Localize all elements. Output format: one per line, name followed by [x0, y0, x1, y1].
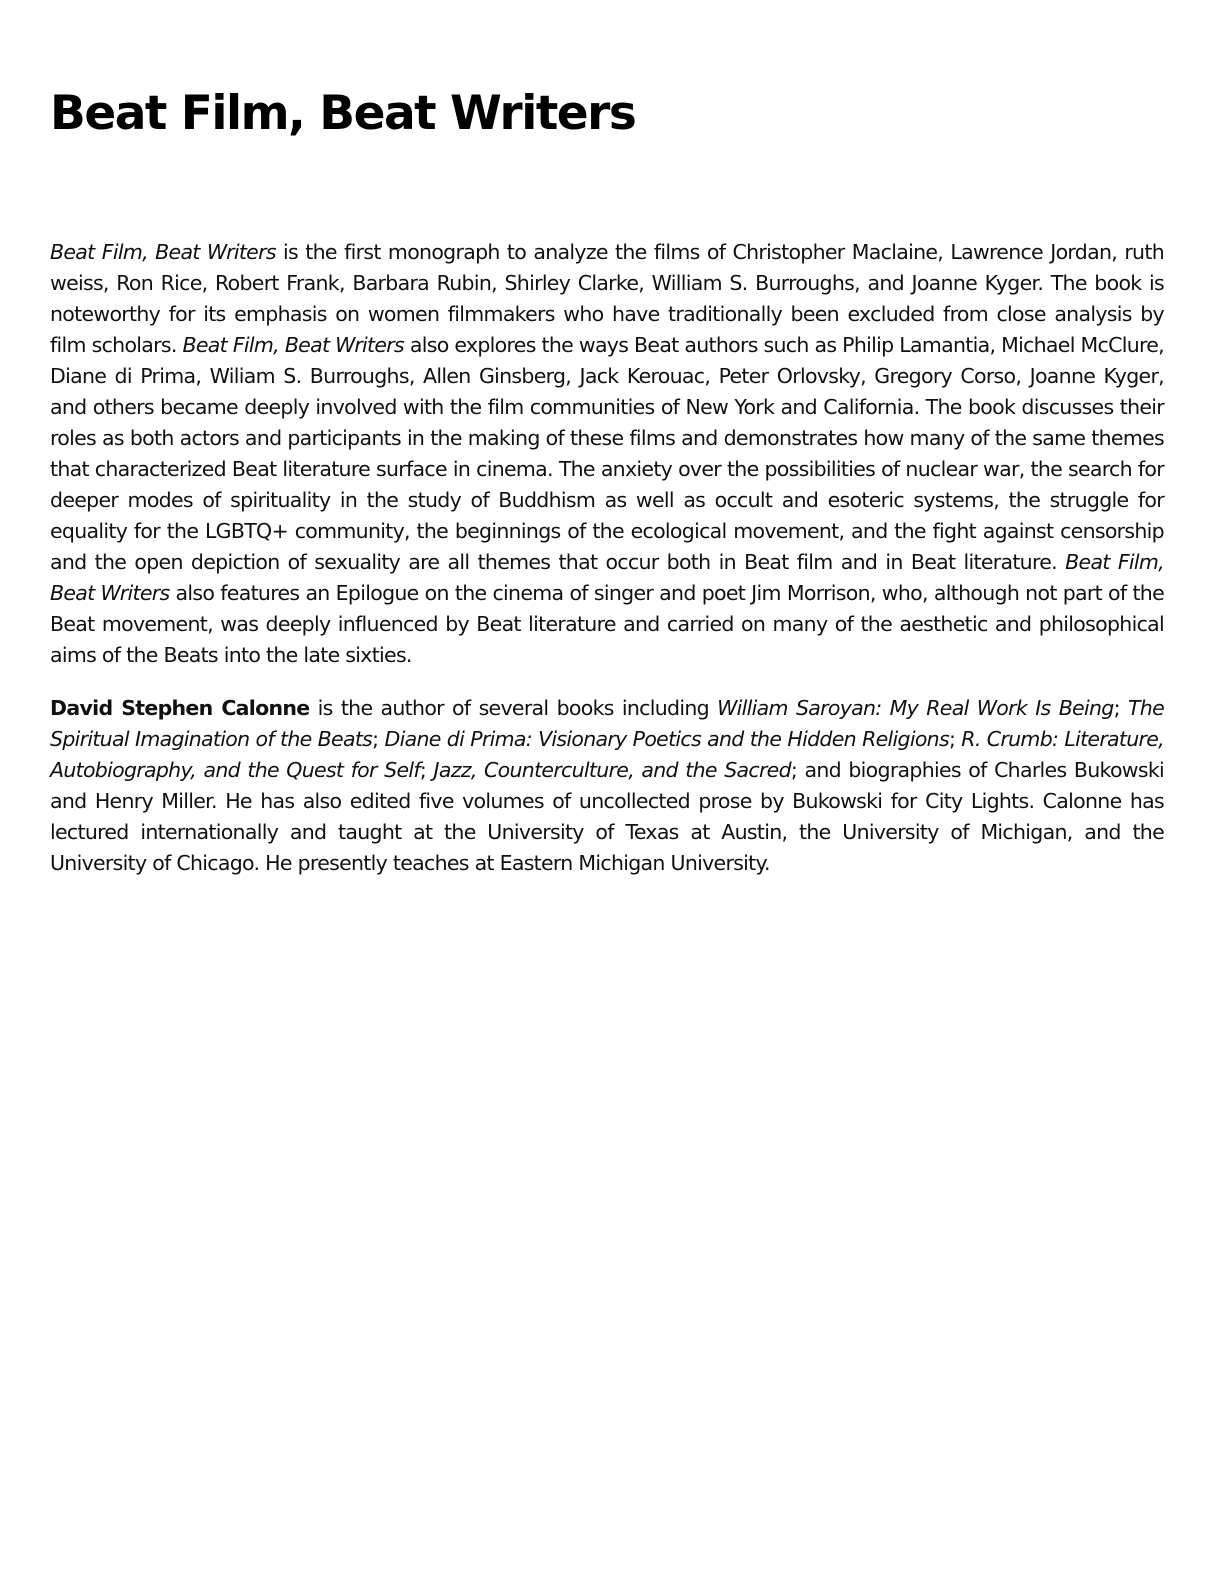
- description-text: is the first monograph to analyze the films of Christopher Maclaine, Lawrence Jordan, ruth weiss, Ron Rice, Robert Frank, Barbara Rubin, Shirley Clarke, William S. Burroughs, and Joanne Kyger. The book is noteworthy for its emphasis on women filmmakers who have traditionally been excluded from close analysis by film scholars.: [50, 240, 1164, 357]
- book-title-italic: Jazz, Counterculture, and the Sacred: [433, 758, 791, 782]
- book-title-italic: Beat Film, Beat Writers: [182, 333, 405, 357]
- document-body: [50, 237, 1164, 901]
- bio-text: ;: [372, 727, 385, 751]
- book-title-italic: William Saroyan: My Real Work Is Being: [717, 696, 1114, 720]
- book-title-italic: Beat Film, Beat Writers: [50, 240, 276, 264]
- bio-text: ;: [1113, 696, 1128, 720]
- book-title-italic: Diane di Prima: Visionary Poetics and the Hidden Religions: [384, 727, 949, 751]
- description-text: also features an Epilogue on the cinema of singer and poet Jim Morrison, who, although not part of the Beat movement, was deeply influenced by Beat literature and carried on many of the aesthetic and philosophical aims of the Beats into the late sixties.: [50, 581, 1165, 667]
- page-title: Beat Film, Beat Writers: [50, 86, 636, 141]
- book-description: [50, 237, 1164, 671]
- book-title-italic: R. Crumb: Literature, Autobiography, and the Quest for Self: [50, 727, 1164, 782]
- bio-text: ;: [948, 727, 962, 751]
- book-title-italic: The Spiritual Imagination of the Beats: [50, 696, 1164, 751]
- description-text: also explores the ways Beat authors such as Philip Lamantia, Michael McClure, Diane di Prima, Wiliam S. Burroughs, Allen Ginsberg, Jack Kerouac, Peter Orlovsky, Gregory Corso, Joanne Kyger, and others became deeply involved with the film communities of New York and California. The book discusses their roles as both actors and participants in the making of these films and demonstrates how many of the same themes that characterized Beat literature surface in cinema. The anxiety over the possibilities of nuclear war, the search for deeper modes of spirituality in the study of Buddhism as well as occult and esoteric systems, the struggle for equality for the LGBTQ+ community, the beginnings of the ecological movement, and the fight against censorship and the open depiction of sexuality are all themes that occur both in Beat film and in Beat literature.: [50, 333, 1165, 574]
- bio-text: is the author of several books including: [309, 696, 718, 720]
- author-bio: [50, 693, 1164, 879]
- bio-text: ; and biographies of Charles Bukowski and Henry Miller. He has also edited five volumes of uncollected prose by Bukowski for City Lights. Calonne has lectured internationally and taught at the University of Texas at Austin, the University of Michigan, and the University of Chicago. He presently teaches at Eastern Michigan University.: [50, 758, 1164, 875]
- book-title-italic: Beat Film, Beat Writers: [50, 550, 1165, 605]
- bio-text: ;: [419, 758, 434, 782]
- author-name: David Stephen Calonne: [50, 696, 310, 720]
